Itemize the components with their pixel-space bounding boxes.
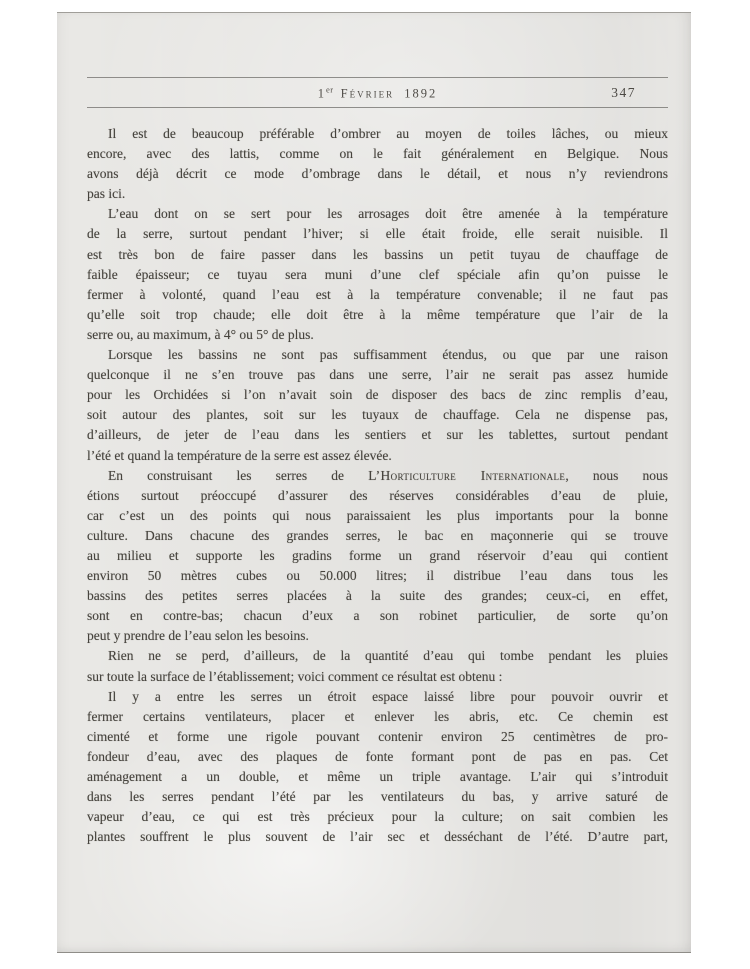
text-segment: aménagement a un double, et même un triple avantage. L’air qui s’introduit: [87, 769, 668, 784]
text-line: [87, 486, 668, 506]
text-segment: quelconque il ne s’en trouve pas dans une serre, l’air ne serait pas assez humide: [87, 367, 668, 383]
text-line: [87, 707, 668, 727]
date-day: 1: [317, 86, 327, 101]
smallcaps-text: L’Horticulture Internationale: [368, 467, 566, 483]
page-content: [87, 77, 668, 847]
paragraph: [87, 687, 668, 848]
article-body: [87, 124, 668, 847]
text-segment: vapeur d’eau, ce qui est très précieux pour la culture; on sait combien les: [87, 809, 668, 825]
text-segment: Il y a entre les serres un étroit espace laissé libre pour pouvoir ouvrir et: [108, 688, 668, 704]
header-rule-bottom: [87, 107, 668, 108]
date-ordinal: er: [326, 83, 334, 94]
running-header: [87, 78, 668, 107]
text-segment: Il est de beaucoup préférable d’ombrer au moyen de toiles lâches, ou mieux: [108, 126, 668, 141]
text-line: [87, 667, 668, 687]
text-segment: dans les serres pendant l’été par les ventilateurs du bas, y arrive saturé de: [87, 789, 668, 805]
text-line: [87, 164, 668, 184]
text-segment: soit autour des plantes, soit sur les tuyaux de chauffage. Cela ne dispense pas,: [87, 407, 668, 423]
date-month-year: Février 1892: [340, 86, 438, 101]
text-line: [87, 245, 668, 265]
text-line: [87, 224, 668, 244]
text-segment: L’eau dont on se sert pour les arrosages doit être amenée à la température: [108, 206, 668, 222]
text-segment: pour les Orchidées si l’on n’avait soin de disposer des bacs de zinc remplis d’eau,: [87, 387, 668, 403]
text-line: [87, 566, 668, 586]
text-line: [87, 204, 668, 224]
text-segment: cimenté et forme une rigole pouvant contenir environ 25 centimètres de pro-: [87, 728, 668, 744]
text-line: [87, 747, 668, 767]
text-line: [87, 506, 668, 526]
text-segment: culture. Dans chacune des grandes serres, le bac en maçonnerie qui se trouve: [87, 527, 668, 543]
text-line: [87, 305, 668, 325]
scanned-page-paper: [57, 12, 691, 953]
page-number: 347: [611, 84, 636, 100]
text-line: [87, 345, 668, 365]
text-segment: pas ici.: [87, 186, 126, 202]
paragraph: [87, 466, 668, 647]
text-line: [87, 646, 668, 666]
text-line: [87, 285, 668, 305]
text-segment: , nous nous: [565, 467, 668, 483]
text-line: [87, 466, 668, 486]
text-segment: fondeur d’eau, avec des plaques de fonte formant pont de pas en pas. Cet: [87, 748, 668, 764]
text-segment: sont en contre-bas; chacun d’eux a son robinet particulier, de sorte qu’on: [87, 608, 668, 624]
text-segment: sur toute la surface de l’établissement; voici comment ce résultat est obtenu :: [87, 668, 503, 684]
header-date: [87, 84, 668, 101]
text-line: [87, 687, 668, 707]
text-segment: encore, avec des lattis, comme on le fait généralement en Belgique. Nous: [87, 146, 668, 162]
text-line: [87, 365, 668, 385]
paragraph: [87, 124, 668, 204]
text-segment: est très bon de faire passer dans les bassins un petit tuyau de chauffage de: [87, 246, 668, 262]
text-line: [87, 385, 668, 405]
text-line: [87, 827, 668, 847]
text-segment: bassins des petites serres placées à la suite des grandes; ceux-ci, en effet,: [87, 588, 668, 604]
text-line: [87, 325, 668, 345]
text-line: [87, 586, 668, 606]
text-line: [87, 546, 668, 566]
text-segment: environ 50 mètres cubes ou 50.000 litres; il distribue l’eau dans tous les: [87, 568, 668, 584]
text-segment: En construisant les serres de: [108, 467, 369, 483]
text-line: [87, 606, 668, 626]
text-line: [87, 626, 668, 646]
paragraph: [87, 204, 668, 345]
text-line: [87, 787, 668, 807]
paragraph: [87, 646, 668, 686]
text-segment: plantes souffrent le plus souvent de l’air sec et desséchant de l’été. D’autre part,: [87, 829, 668, 845]
text-line: [87, 446, 668, 466]
paragraph: [87, 345, 668, 466]
text-segment: avons déjà décrit ce mode d’ombrage dans le détail, et nous n’y reviendrons: [87, 166, 668, 182]
text-segment: l’été et quand la température de la serre est assez élevée.: [87, 447, 392, 463]
text-line: [87, 405, 668, 425]
text-line: [87, 144, 668, 164]
text-line: [87, 727, 668, 747]
text-segment: Rien ne se perd, d’ailleurs, de la quantité d’eau qui tombe pendant les pluies: [108, 648, 668, 664]
text-segment: fermer certains ventilateurs, placer et enlever les abris, etc. Ce chemin est: [87, 708, 668, 724]
text-segment: faible épaisseur; ce tuyau sera muni d’une clef spéciale afin qu’on puisse le: [87, 266, 668, 282]
text-segment: étions surtout préoccupé d’assurer des réserves considérables d’eau de pluie,: [87, 487, 668, 503]
text-line: [87, 767, 668, 787]
text-segment: au milieu et supporte les gradins forme un grand réservoir d’eau qui contient: [87, 547, 668, 563]
text-segment: peut y prendre de l’eau selon les besoins.: [87, 628, 309, 644]
text-line: [87, 184, 668, 204]
text-line: [87, 124, 668, 144]
text-segment: serre ou, au maximum, à 4° ou 5° de plus.: [87, 326, 314, 342]
text-segment: fermer à volonté, quand l’eau est à la température convenable; il ne faut pas: [87, 286, 668, 302]
text-segment: car c’est un des points qui nous paraissaient les plus importants pour la bonne: [87, 507, 668, 523]
text-segment: de la serre, surtout pendant l’hiver; si elle était froide, elle serait nuisible. Il: [87, 226, 668, 242]
text-line: [87, 526, 668, 546]
text-line: [87, 265, 668, 285]
text-segment: Lorsque les bassins ne sont pas suffisamment étendus, ou que par une raison: [108, 347, 668, 363]
text-segment: d’ailleurs, de jeter de l’eau dans les sentiers et sur les tablettes, surtout pendant: [87, 427, 668, 443]
text-line: [87, 425, 668, 445]
text-line: [87, 807, 668, 827]
text-segment: qu’elle soit trop chaude; elle doit être à la même température que l’air de la: [87, 306, 668, 322]
